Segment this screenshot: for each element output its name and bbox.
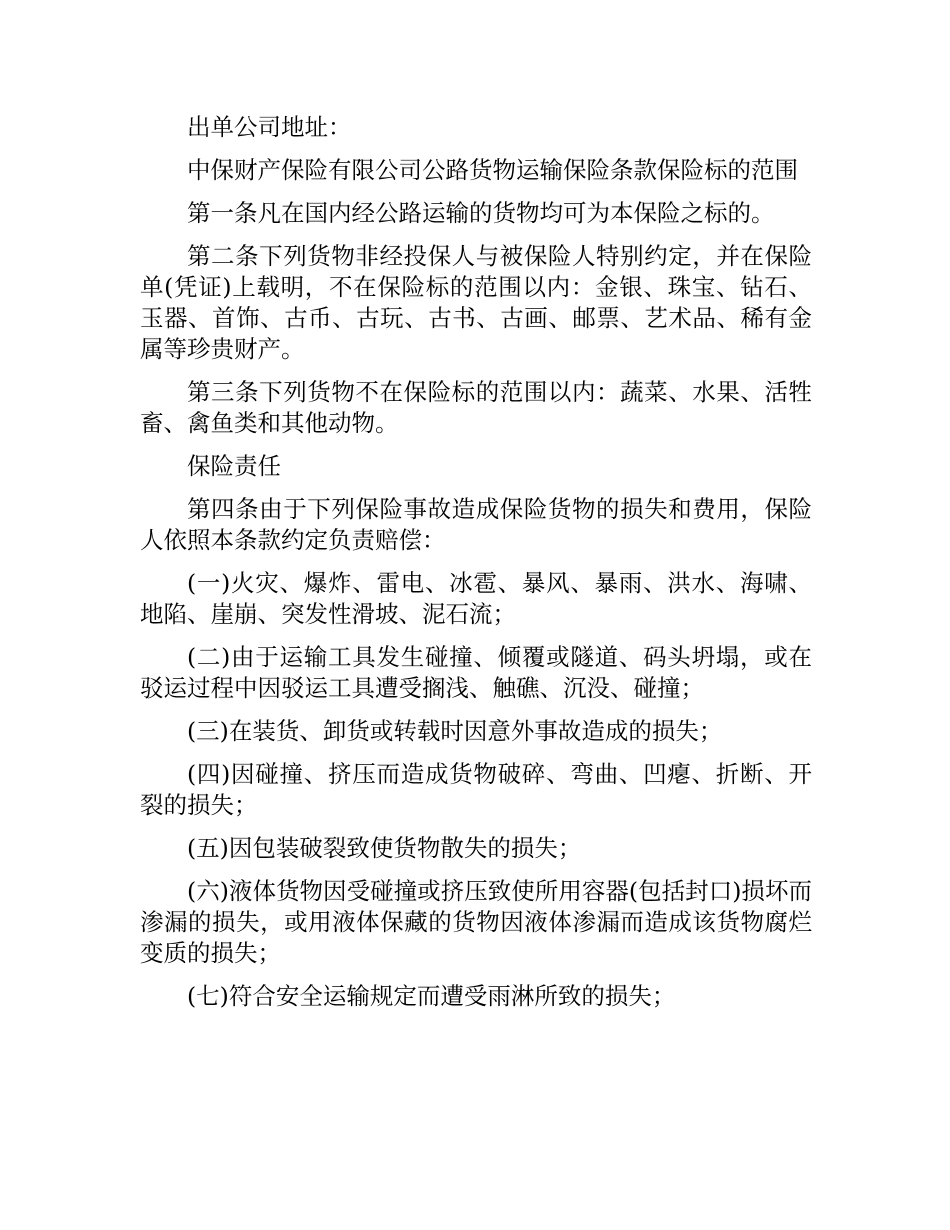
section-heading-liability: 保险责任	[187, 452, 281, 480]
issuer-address-line: 出单公司地址：	[187, 113, 352, 141]
article-3: 第三条下列货物不在保险标的范围以内：蔬菜、水果、活牲畜、禽鱼类和其他动物。	[140, 378, 812, 437]
item-2: (二)由于运输工具发生碰撞、倾覆或隧道、码头坍塌，或在驳运过程中因驳运工具遭受搁浅、触礁、沉没、碰撞；	[140, 643, 812, 702]
article-1: 第一条凡在国内经公路运输的货物均可为本保险之标的。	[187, 199, 775, 227]
item-3: (三)在装货、卸货或转载时因意外事故造成的损失；	[187, 717, 723, 745]
item-1: (一)火灾、爆炸、雷电、冰雹、暴风、暴雨、洪水、海啸、地陷、崖崩、突发性滑坡、泥石流；	[140, 569, 812, 628]
item-4: (四)因碰撞、挤压而造成货物破碎、弯曲、凹瘪、折断、开裂的损失；	[140, 760, 812, 819]
item-6: (六)液体货物因受碰撞或挤压致使所用容器(包括封口)损坏而渗漏的损失，或用液体保藏的货物因液体渗漏而造成该货物腐烂变质的损失；	[140, 877, 812, 967]
item-5: (五)因包装破裂致使货物散失的损失；	[187, 834, 582, 862]
article-2: 第二条下列货物非经投保人与被保险人特别约定，并在保险单(凭证)上载明，不在保险标的范围以内：金银、珠宝、钻石、玉器、首饰、古币、古玩、古书、古画、邮票、艺术品、稀有金属等珍贵财产。	[140, 242, 812, 363]
article-4: 第四条由于下列保险事故造成保险货物的损失和费用，保险人依照本条款约定负责赔偿：	[140, 495, 812, 554]
item-7: (七)符合安全运输规定而遭受雨淋所致的损失；	[187, 982, 676, 1010]
clause-heading: 中保财产保险有限公司公路货物运输保险条款保险标的范围	[187, 156, 798, 184]
document-body	[140, 112, 812, 1024]
